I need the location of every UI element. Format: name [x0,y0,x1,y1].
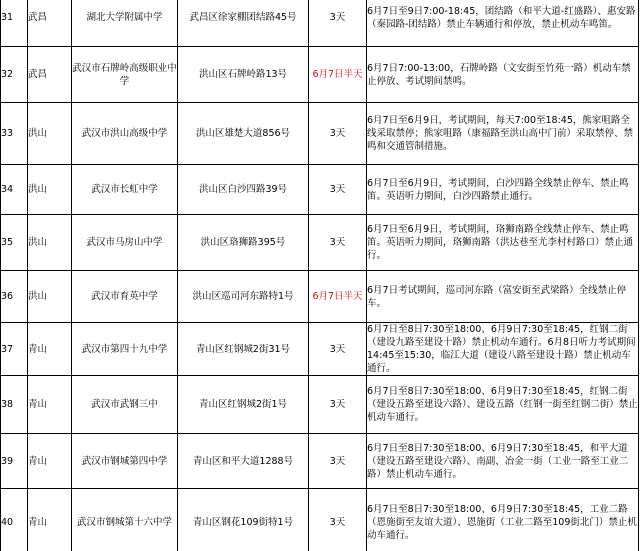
school-name-cell: 武汉市第四十九中学 [72,323,178,376]
row-number-cell: 38 [1,376,28,434]
school-name-cell: 武汉市钢城第四中学 [72,434,178,489]
control-duration-cell: 3天 [309,434,367,489]
district-cell: 洪山 [28,103,72,165]
traffic-measure-cell: 6月7日至8日7:30至18:00、6月9日7:30至18:45，工业二路（恩施街至友谊大道）、恩施街（工业二路至109街北门）禁止机动车通行。 [367,489,639,551]
table-row [1,489,639,551]
school-name-cell: 武汉市马房山中学 [72,215,178,271]
table-row [1,215,639,271]
district-cell: 武昌 [28,0,72,47]
row-number-cell: 35 [1,215,28,271]
school-address-cell: 青山区红钢城2街1号 [178,376,309,434]
traffic-measure-cell: 6月7日至6月9日，考试期间，每天7:00至18:45，熊家咀路全线采取禁停；熊家咀路（康福路至洪山高中门前）采取禁停、禁鸣和交通管制措施。 [367,103,639,165]
table-row [1,103,639,165]
school-address-cell: 青山区和平大道1288号 [178,434,309,489]
district-cell: 武昌 [28,47,72,103]
school-name-cell: 武汉市洪山高级中学 [72,103,178,165]
district-cell: 青山 [28,434,72,489]
control-duration-cell: 6月7日半天 [309,271,367,323]
control-duration-cell: 3天 [309,215,367,271]
table-row [1,323,639,376]
district-cell: 青山 [28,376,72,434]
control-duration-cell: 3天 [309,0,367,47]
district-cell: 洪山 [28,215,72,271]
control-duration-cell: 6月7日半天 [309,47,367,103]
table-row [1,165,639,215]
traffic-measure-cell: 6月7日至8日7:30至18:00、6月9日7:30至18:45，和平大道（建设五路至建设六路）、南副、冶金一街（工业一路至工业二路）禁止机动车通行。 [367,434,639,489]
school-address-cell: 青山区钢花109街特1号 [178,489,309,551]
school-address-cell: 洪山区珞狮路395号 [178,215,309,271]
table-row [1,434,639,489]
school-name-cell: 武汉市长虹中学 [72,165,178,215]
school-name-cell: 武汉市育英中学 [72,271,178,323]
traffic-measure-cell: 6月7日至6月9日，考试期间，珞狮南路全线禁止停车、禁止鸣笛。英语听力期间，珞狮南路（洪达巷至尤李村村路口）禁止通行。 [367,215,639,271]
traffic-measure-cell: 6月7日考试期间，巡司河东路（富安街至武梁路）全线禁止停车。 [367,271,639,323]
row-number-cell: 37 [1,323,28,376]
school-name-cell: 武汉市武钢三中 [72,376,178,434]
row-number-cell: 36 [1,271,28,323]
table-row [1,0,639,47]
row-number-cell: 40 [1,489,28,551]
school-address-cell: 洪山区石牌岭路13号 [178,47,309,103]
school-name-cell: 湖北大学附属中学 [72,0,178,47]
school-address-cell: 洪山区巡司河东路特1号 [178,271,309,323]
traffic-measure-cell: 6月7日至8日7:30至18:00、6月9日7:30至18:45，红钢二街（建设五路至建设六路）、建设五路（红钢一街至红钢二街）禁止机动车通行。 [367,376,639,434]
traffic-measure-cell: 6月7日至9日7:00-18:45，团结路（和平大道-红盛路）、惠安路（秦园路-团结路）禁止车辆通行和停放，禁止机动车鸣笛。 [367,0,639,47]
table-row [1,271,639,323]
school-address-cell: 青山区红钢城2街31号 [178,323,309,376]
district-cell: 洪山 [28,271,72,323]
traffic-measure-cell: 6月7日7:00-13:00，石牌岭路（文安街至竹苑一路）机动车禁止停放、考试期间禁鸣。 [367,47,639,103]
row-number-cell: 34 [1,165,28,215]
row-number-cell: 32 [1,47,28,103]
district-cell: 洪山 [28,165,72,215]
control-duration-cell: 3天 [309,103,367,165]
school-name-cell: 武汉市石牌岭高级职业中学 [72,47,178,103]
control-duration-cell: 3天 [309,489,367,551]
table-row [1,47,639,103]
school-address-cell: 洪山区雄楚大道856号 [178,103,309,165]
control-duration-cell: 3天 [309,165,367,215]
table-row [1,376,639,434]
school-name-cell: 武汉市钢城第十六中学 [72,489,178,551]
row-number-cell: 39 [1,434,28,489]
school-address-cell: 武昌区徐家棚团结路45号 [178,0,309,47]
control-duration-cell: 3天 [309,376,367,434]
row-number-cell: 31 [1,0,28,47]
traffic-measure-cell: 6月7日至8日7:30至18:00、6月9日7:30至18:45，红钢二街（建设九路至建设十路）禁止机动车通行。6月8日听力考试期间14:45至15:30，临江大道（建设八路至建设十路）禁止机动车通行。 [367,323,639,376]
district-cell: 青山 [28,489,72,551]
district-cell: 青山 [28,323,72,376]
traffic-measure-cell: 6月7日至6月9日，考试期间，白沙四路全线禁止停车、禁止鸣笛。英语听力期间，白沙四路禁止通行。 [367,165,639,215]
school-address-cell: 洪山区白沙四路39号 [178,165,309,215]
row-number-cell: 33 [1,103,28,165]
control-duration-cell: 3天 [309,323,367,376]
